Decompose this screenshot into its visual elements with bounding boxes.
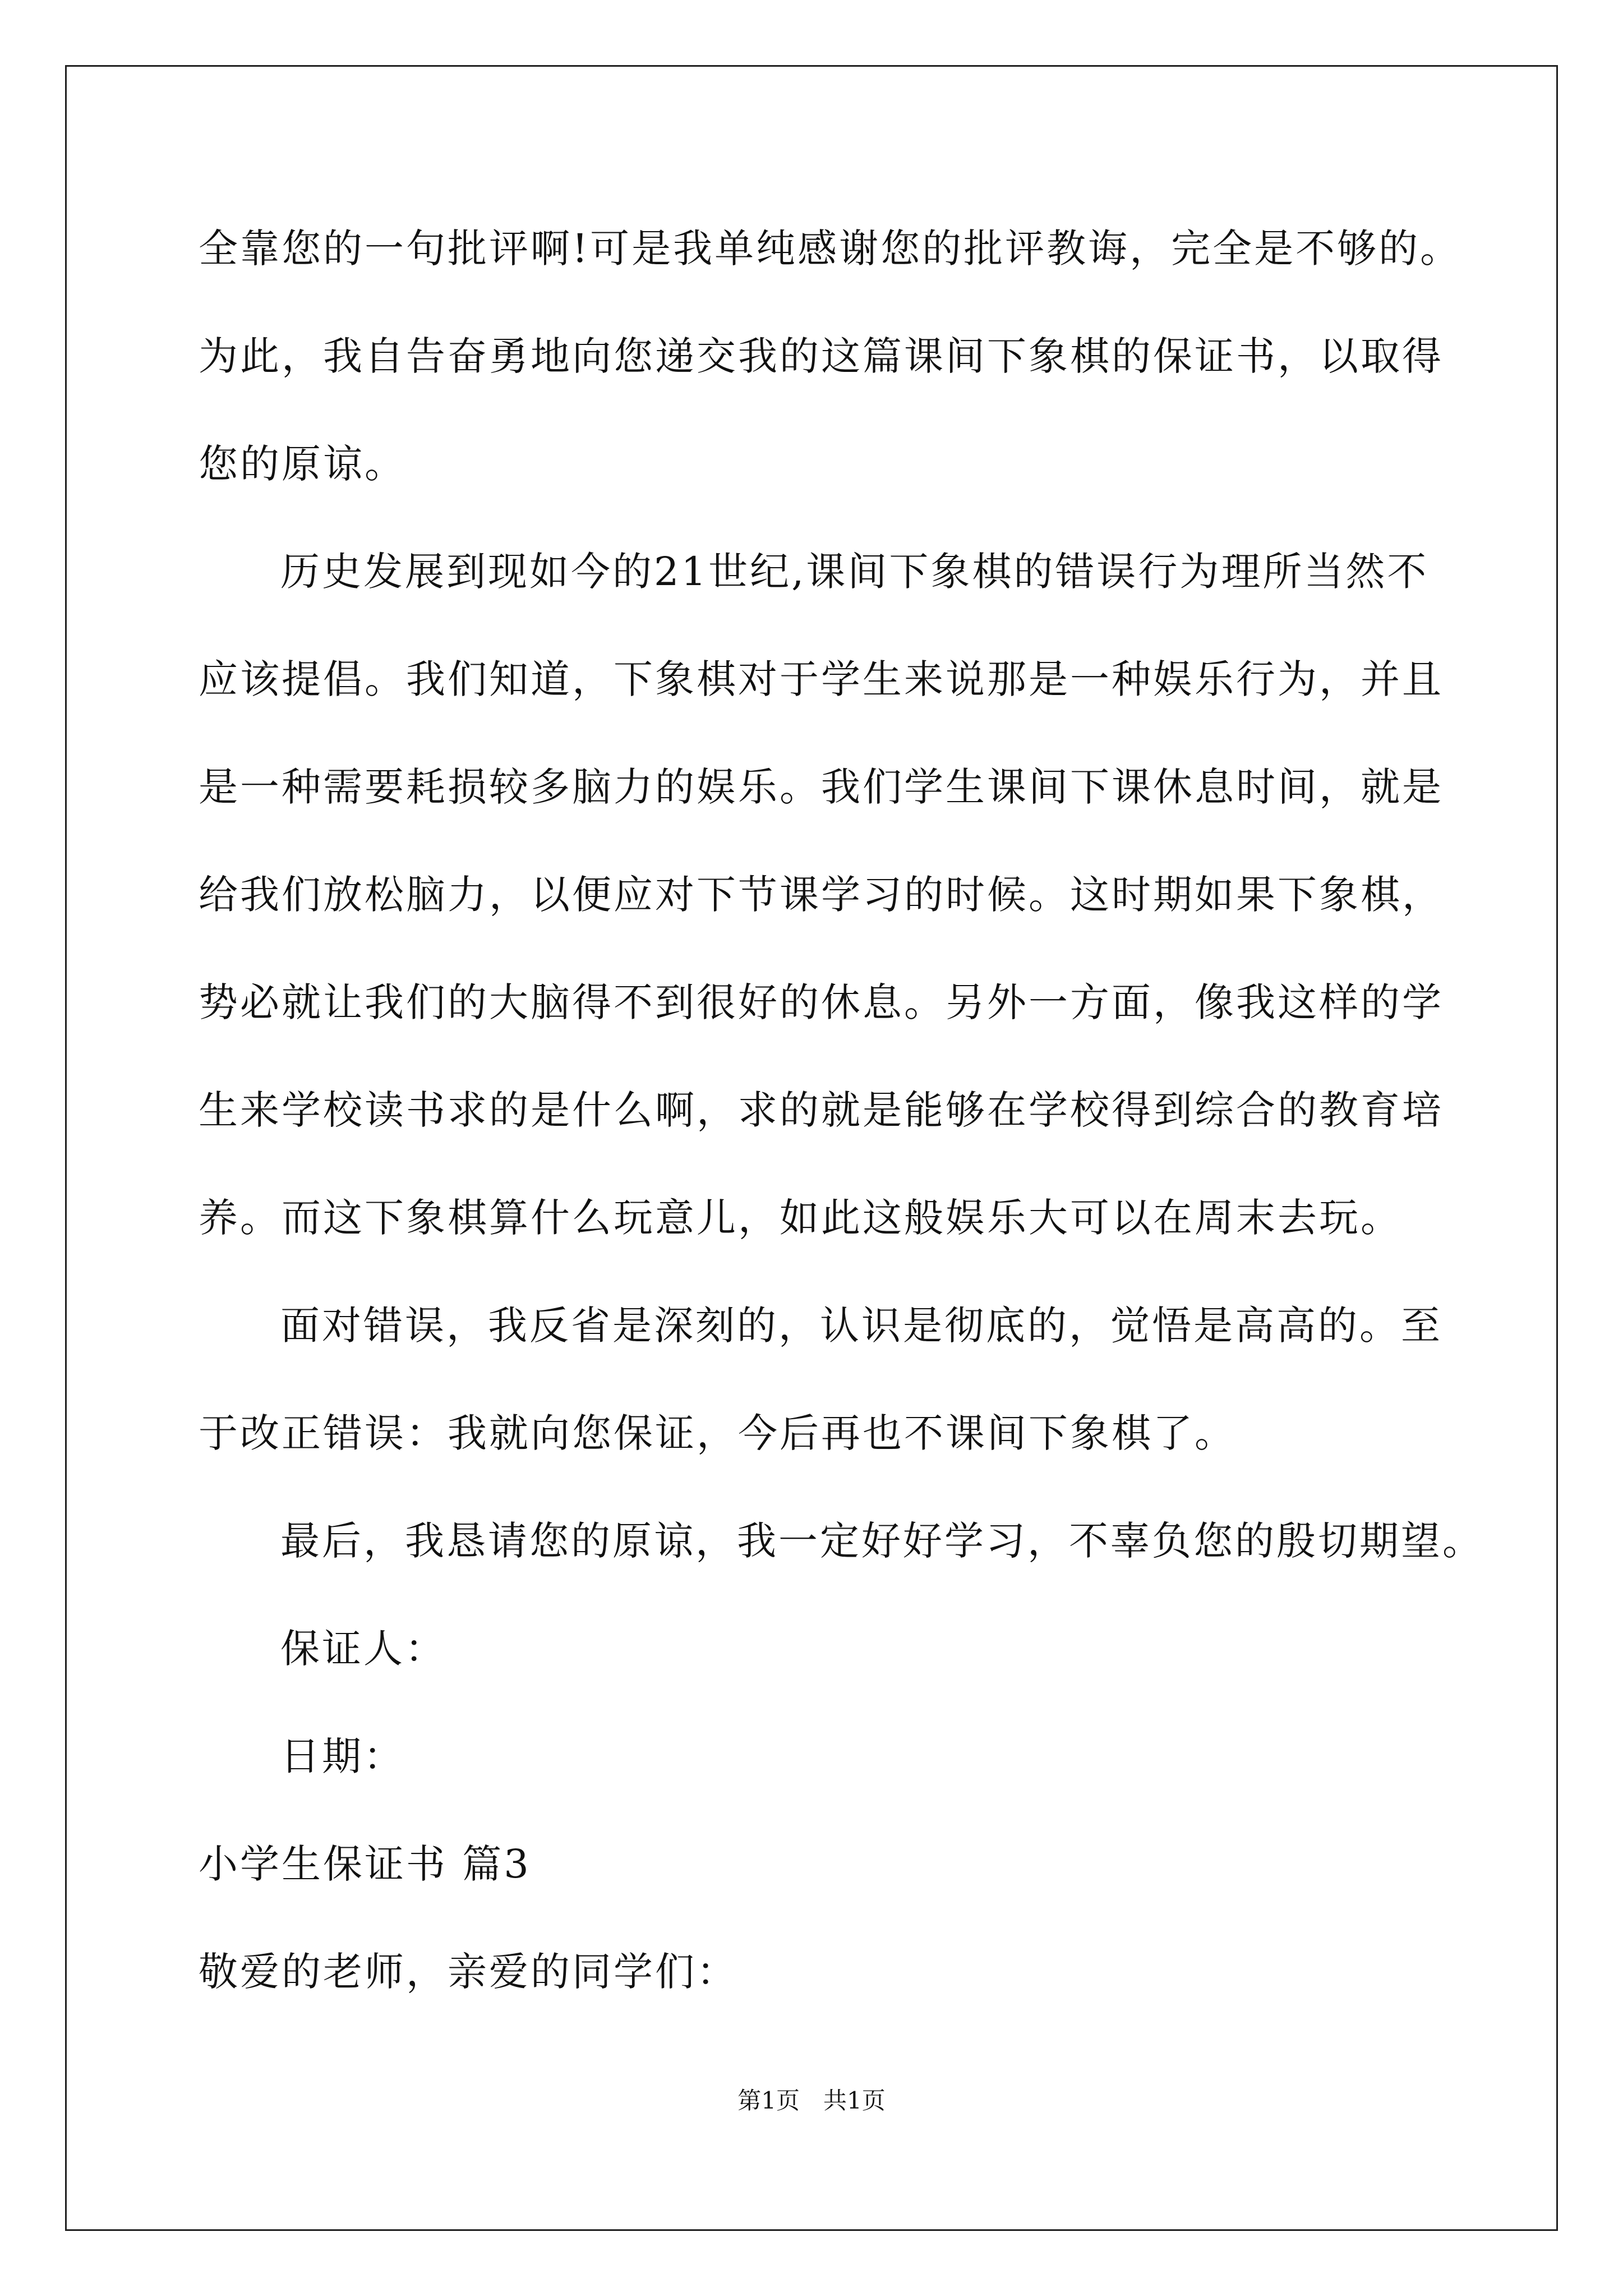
text-line: 势必就让我们的大脑得不到很好的休息。另外一方面，像我这样的学: [199, 979, 1444, 1025]
text-line: 应该提倡。我们知道，下象棋对于学生来说那是一种娱乐行为，并且: [199, 656, 1444, 702]
guarantor-label: 保证人：: [280, 1626, 446, 1672]
section-heading: 小学生保证书 篇3: [199, 1841, 531, 1887]
paragraph-start-line: 最后，我恳请您的原谅，我一定好好学习，不辜负您的殷切期望。: [280, 1518, 1484, 1564]
text-line: 您的原谅。: [199, 441, 406, 487]
text-line: 是一种需要耗损较多脑力的娱乐。我们学生课间下课休息时间，就是: [199, 764, 1444, 810]
salutation: 敬爱的老师，亲爱的同学们：: [199, 1949, 738, 1995]
paragraph-start-line: 面对错误，我反省是深刻的，认识是彻底的，觉悟是高高的。至: [280, 1303, 1442, 1349]
date-label: 日期：: [280, 1733, 405, 1779]
text-line: 给我们放松脑力，以便应对下节课学习的时候。这时期如果下象棋，: [199, 872, 1444, 918]
text-line: 为此，我自告奋勇地向您递交我的这篇课间下象棋的保证书，以取得: [199, 333, 1444, 379]
text-line: 于改正错误：我就向您保证，今后再也不课间下象棋了。: [199, 1410, 1236, 1456]
page-footer: 第1页 共1页: [737, 2087, 886, 2114]
page-frame: [65, 65, 1558, 2231]
text-line: 全靠您的一句批评啊!可是我单纯感谢您的批评教诲，完全是不够的。: [199, 226, 1462, 272]
paragraph-start-line: 历史发展到现如今的21世纪,课间下象棋的错误行为理所当然不: [280, 549, 1429, 595]
text-line: 养。而这下象棋算什么玩意儿，如此这般娱乐大可以在周末去玩。: [199, 1195, 1402, 1241]
text-line: 生来学校读书求的是什么啊，求的就是能够在学校得到综合的教育培: [199, 1087, 1444, 1133]
